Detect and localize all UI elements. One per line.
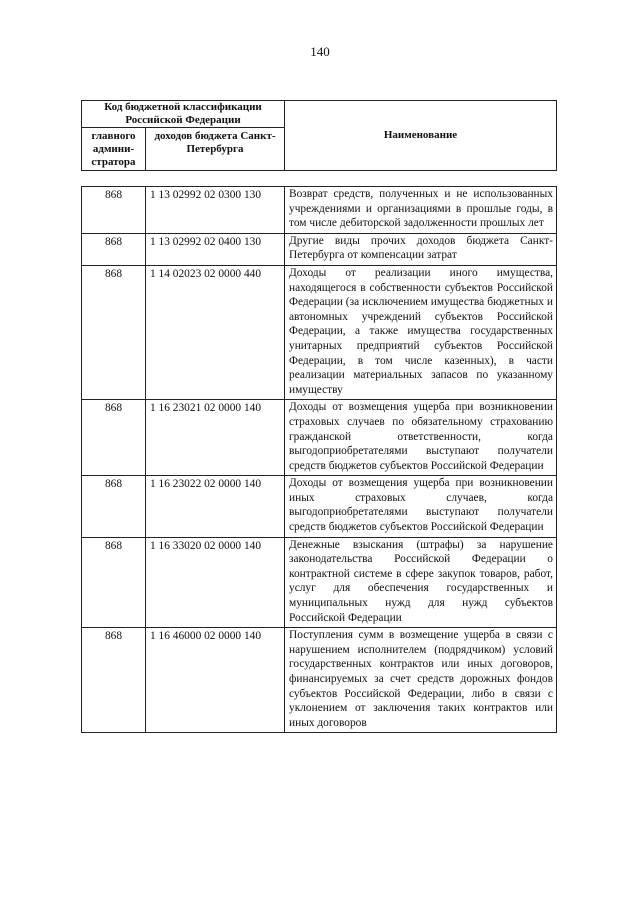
revenue-code-cell: 1 13 02992 02 0400 130 (146, 233, 285, 265)
header-name: Наименование (285, 101, 557, 171)
revenue-code-cell: 1 16 46000 02 0000 140 (146, 628, 285, 733)
table-row (82, 187, 557, 234)
table-row (82, 400, 557, 476)
revenue-name-cell: Доходы от реализации иного имущества, находящегося в собственности субъектов Российской Федерации (за исключением имущества бюджетных и автономных учреждений субъектов Российской Федерации, а также имущества государственных унитарных предприятий субъектов Российской Федерации, в том числе казенных), в части реализации материальных запасов по указанному имуществу (285, 265, 557, 399)
revenue-code-cell: 1 16 23021 02 0000 140 (146, 400, 285, 476)
revenue-name-cell: Возврат средств, полученных и не использованных учреждениями и организациями в прошлые годы, в том числе дебиторской задолженности прошлых лет (285, 187, 557, 234)
header-revenue: доходов бюджета Санкт-Петербурга (146, 128, 285, 171)
revenue-name-cell: Денежные взыскания (штрафы) за нарушение законодательства Российской Федерации о контрактной системе в сфере закупок товаров, работ, услуг для обеспечения государственных и муниципальных нужд для нужд субъектов Российской Федерации (285, 537, 557, 628)
table-header (81, 100, 557, 171)
header-code-group: Код бюджетной классификации Российской Федерации (82, 101, 285, 128)
table-row (82, 537, 557, 628)
revenue-code-cell: 1 14 02023 02 0000 440 (146, 265, 285, 399)
admin-code-cell: 868 (82, 187, 146, 234)
admin-code-cell: 868 (82, 476, 146, 537)
revenue-code-cell: 1 13 02992 02 0300 130 (146, 187, 285, 234)
admin-code-cell: 868 (82, 265, 146, 399)
header-admin: главного админи-стратора (82, 128, 146, 171)
table-body (82, 187, 557, 733)
table-row (82, 628, 557, 733)
admin-code-cell: 868 (82, 537, 146, 628)
revenue-code-cell: 1 16 23022 02 0000 140 (146, 476, 285, 537)
page-number: 140 (310, 44, 330, 59)
table-row (82, 476, 557, 537)
admin-code-cell: 868 (82, 628, 146, 733)
admin-code-cell: 868 (82, 233, 146, 265)
table-row (82, 233, 557, 265)
revenue-name-cell: Доходы от возмещения ущерба при возникновении страховых случаев по обязательному страхованию гражданской ответственности, когда выгодоприобретателями выступают получатели средств бюджетов субъектов Российской Федерации (285, 400, 557, 476)
revenue-table (81, 186, 557, 733)
admin-code-cell: 868 (82, 400, 146, 476)
revenue-name-cell: Доходы от возмещения ущерба при возникновении иных страховых случаев, когда выгодоприобретателями выступают получатели средств бюджетов субъектов Российской Федерации (285, 476, 557, 537)
revenue-name-cell: Поступления сумм в возмещение ущерба в связи с нарушением исполнителем (подрядчиком) условий государственных контрактов или иных договоров, финансируемых за счет средств дорожных фондов субъектов Российской Федерации, либо в связи с уклонением от заключения таких контрактов или иных договоров (285, 628, 557, 733)
table-row (82, 265, 557, 399)
revenue-name-cell: Другие виды прочих доходов бюджета Санкт-Петербурга от компенсации затрат (285, 233, 557, 265)
revenue-code-cell: 1 16 33020 02 0000 140 (146, 537, 285, 628)
